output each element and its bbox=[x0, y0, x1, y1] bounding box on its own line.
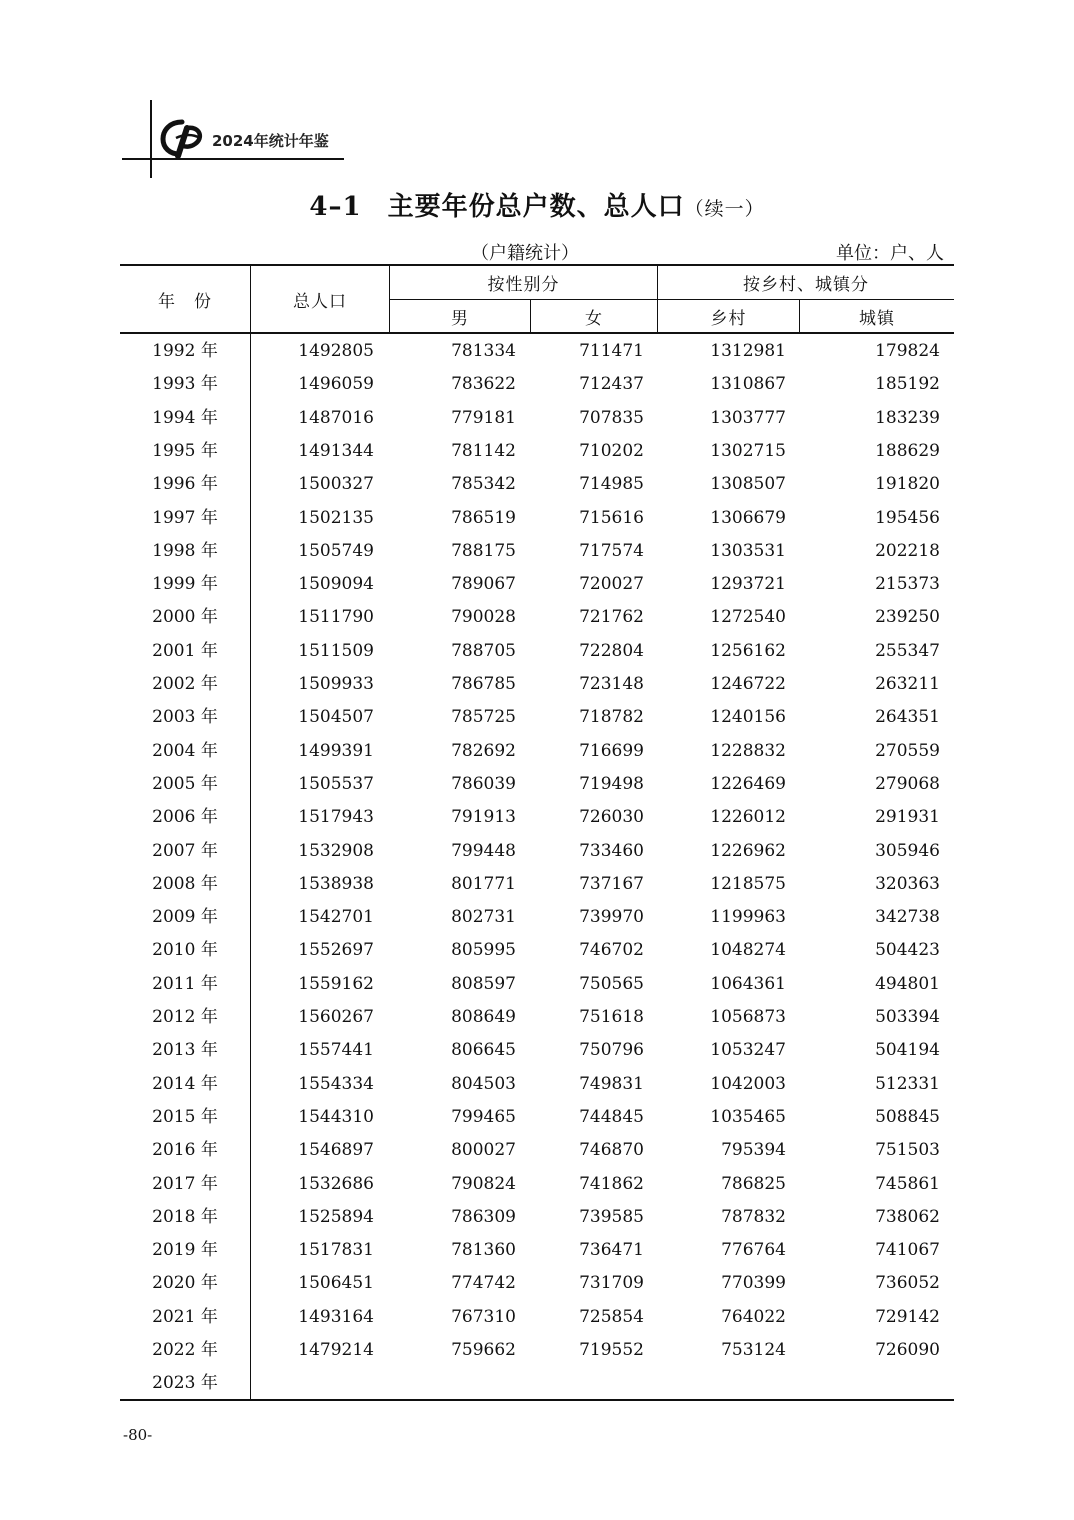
cell-year: 2003 年 bbox=[152, 707, 218, 728]
cell-rural: 1303531 bbox=[710, 540, 786, 561]
table-row bbox=[120, 1234, 954, 1267]
cell-urban: 729142 bbox=[875, 1306, 940, 1327]
cell-female: 750565 bbox=[579, 973, 644, 994]
cell-male: 785342 bbox=[451, 474, 516, 495]
cell-urban: 342738 bbox=[875, 907, 940, 928]
table-row bbox=[120, 368, 954, 401]
cell-year: 2021 年 bbox=[152, 1306, 218, 1327]
cell-year: 1998 年 bbox=[152, 540, 218, 561]
cell-rural: 1312981 bbox=[710, 341, 786, 361]
table-row bbox=[120, 535, 954, 568]
cell-male: 808597 bbox=[451, 973, 516, 994]
cell-total: 1532908 bbox=[298, 840, 374, 861]
cell-urban: 745861 bbox=[875, 1173, 940, 1194]
cell-male: 774742 bbox=[451, 1273, 516, 1294]
cell-urban: 738062 bbox=[875, 1206, 940, 1227]
cell-rural: 1226012 bbox=[710, 807, 786, 828]
cell-total: 1509933 bbox=[298, 674, 374, 694]
cell-female: 725854 bbox=[579, 1306, 644, 1327]
cell-rural: 1064361 bbox=[710, 973, 786, 994]
cell-male: 804503 bbox=[451, 1073, 516, 1094]
table-row bbox=[120, 1201, 954, 1234]
cell-male: 785725 bbox=[451, 707, 516, 728]
cell-female: 750796 bbox=[579, 1040, 644, 1061]
cell-rural: 1228832 bbox=[710, 740, 786, 761]
table-row bbox=[120, 768, 954, 801]
table-row bbox=[120, 1334, 954, 1367]
cell-year: 2014 年 bbox=[152, 1073, 218, 1094]
cell-male: 790028 bbox=[451, 607, 516, 628]
cell-year: 2006 年 bbox=[152, 807, 218, 828]
cell-urban: 188629 bbox=[875, 440, 940, 461]
cell-urban: 751503 bbox=[875, 1140, 940, 1161]
table-continuation: （续一） bbox=[684, 198, 765, 220]
cell-rural: 1053247 bbox=[710, 1040, 786, 1061]
cell-rural: 1308507 bbox=[710, 474, 786, 495]
cell-female: 712437 bbox=[579, 374, 644, 395]
cell-total: 1538938 bbox=[298, 873, 374, 894]
cell-female: 731709 bbox=[579, 1273, 644, 1294]
table-row bbox=[120, 601, 954, 634]
cell-urban: 494801 bbox=[875, 973, 940, 994]
cell-total: 1560267 bbox=[298, 1007, 374, 1027]
cell-rural: 1042003 bbox=[710, 1073, 786, 1094]
cell-male: 800027 bbox=[451, 1140, 516, 1161]
cell-female: 736471 bbox=[579, 1240, 644, 1261]
cell-year: 1993 年 bbox=[152, 374, 218, 395]
cell-male: 790824 bbox=[451, 1173, 516, 1194]
cell-urban: 215373 bbox=[875, 574, 940, 595]
cell-female: 721762 bbox=[579, 607, 644, 628]
cell-year: 2009 年 bbox=[152, 907, 218, 928]
yearbook-logo-icon bbox=[160, 116, 206, 160]
cell-total: 1491344 bbox=[298, 440, 374, 461]
cell-total: 1554334 bbox=[298, 1073, 374, 1094]
cell-rural: 786825 bbox=[721, 1173, 786, 1194]
header-by-area: 按乡村、城镇分 bbox=[743, 275, 869, 295]
cell-rural: 1256162 bbox=[710, 640, 786, 661]
cell-urban: 185192 bbox=[875, 374, 940, 395]
cell-male: 781142 bbox=[451, 440, 516, 461]
cell-male: 799448 bbox=[451, 840, 516, 861]
cell-female: 739970 bbox=[579, 907, 644, 928]
cell-male: 808649 bbox=[451, 1007, 516, 1027]
cell-urban: 195456 bbox=[875, 507, 940, 528]
cell-male: 788705 bbox=[451, 640, 516, 661]
cell-male: 759662 bbox=[451, 1340, 516, 1360]
cell-female: 749831 bbox=[579, 1073, 644, 1094]
header-urban: 城镇 bbox=[859, 308, 895, 329]
cell-rural: 1302715 bbox=[710, 440, 786, 461]
cell-urban: 503394 bbox=[875, 1007, 940, 1027]
cell-female: 737167 bbox=[579, 873, 644, 894]
table-row bbox=[120, 801, 954, 834]
table-row bbox=[120, 1301, 954, 1334]
table-unit: 单位：户、人 bbox=[836, 243, 944, 264]
cell-year: 1997 年 bbox=[152, 507, 218, 528]
table-row bbox=[120, 1267, 954, 1300]
cell-total: 1559162 bbox=[298, 973, 374, 994]
table-title bbox=[0, 186, 1074, 223]
cell-female: 719552 bbox=[579, 1340, 644, 1360]
cell-year: 2019 年 bbox=[152, 1240, 218, 1261]
cell-total: 1493164 bbox=[298, 1306, 374, 1327]
table-row bbox=[120, 635, 954, 668]
cell-total: 1505537 bbox=[298, 773, 374, 794]
table-row bbox=[120, 568, 954, 601]
cell-urban: 320363 bbox=[875, 873, 940, 894]
table-row bbox=[120, 502, 954, 535]
cell-urban: 504194 bbox=[875, 1040, 940, 1061]
cell-urban: 504423 bbox=[875, 940, 940, 961]
cell-urban: 179824 bbox=[875, 341, 940, 361]
header-rural: 乡村 bbox=[710, 308, 747, 329]
cell-rural: 795394 bbox=[721, 1140, 786, 1161]
cell-year: 2010 年 bbox=[152, 940, 218, 961]
cell-urban: 512331 bbox=[875, 1073, 940, 1094]
header-by-sex: 按性别分 bbox=[487, 275, 560, 295]
table-row bbox=[120, 1034, 954, 1067]
cell-year: 1995 年 bbox=[152, 440, 218, 461]
cell-total: 1499391 bbox=[298, 740, 374, 761]
table-row bbox=[120, 735, 954, 768]
cell-year: 2007 年 bbox=[152, 840, 218, 861]
table-row bbox=[120, 934, 954, 967]
cell-year: 2020 年 bbox=[152, 1273, 218, 1294]
cell-male: 786785 bbox=[451, 674, 516, 694]
cell-urban: 202218 bbox=[875, 540, 940, 561]
cell-year: 2000 年 bbox=[152, 607, 218, 628]
table-row bbox=[120, 1168, 954, 1201]
cell-male: 779181 bbox=[451, 407, 516, 428]
cell-year: 1994 年 bbox=[152, 407, 218, 428]
cell-rural: 1303777 bbox=[710, 407, 786, 428]
cell-male: 786519 bbox=[451, 507, 516, 528]
cell-urban: 508845 bbox=[875, 1106, 940, 1127]
table-row bbox=[120, 668, 954, 701]
cell-female: 723148 bbox=[579, 674, 644, 694]
cell-total: 1506451 bbox=[298, 1273, 374, 1294]
cell-female: 751618 bbox=[579, 1007, 644, 1027]
cell-urban: 263211 bbox=[875, 674, 940, 694]
cell-total: 1487016 bbox=[298, 407, 374, 428]
book-title: 2024年统计年鉴 bbox=[212, 132, 329, 150]
cell-urban: 741067 bbox=[875, 1240, 940, 1261]
cell-rural: 1199963 bbox=[710, 907, 786, 928]
cell-rural: 1310867 bbox=[710, 374, 786, 395]
cell-rural: 1226962 bbox=[710, 840, 786, 861]
cell-year: 2004 年 bbox=[152, 740, 218, 761]
cell-urban: 239250 bbox=[875, 607, 940, 628]
cell-total: 1517831 bbox=[298, 1240, 374, 1261]
header-bottom-rule bbox=[120, 332, 954, 334]
cell-year: 2011 年 bbox=[152, 973, 218, 994]
cell-total: 1511509 bbox=[298, 640, 374, 661]
cell-male: 802731 bbox=[451, 907, 516, 928]
cell-male: 782692 bbox=[451, 740, 516, 761]
table-row bbox=[120, 701, 954, 734]
cell-female: 722804 bbox=[579, 640, 644, 661]
cell-female: 744845 bbox=[579, 1106, 644, 1127]
cell-male: 799465 bbox=[451, 1106, 516, 1127]
cell-total: 1557441 bbox=[298, 1040, 374, 1061]
cell-female: 746702 bbox=[579, 940, 644, 961]
cell-male: 788175 bbox=[451, 540, 516, 561]
cell-year: 2023 年 bbox=[152, 1373, 218, 1394]
cell-male: 781334 bbox=[451, 341, 516, 361]
cell-rural: 1272540 bbox=[710, 607, 786, 628]
cell-female: 741862 bbox=[579, 1173, 644, 1194]
cell-urban: 279068 bbox=[875, 773, 940, 794]
header-horizontal-rule bbox=[122, 158, 344, 160]
cell-year: 1992 年 bbox=[152, 341, 218, 361]
cell-total: 1505749 bbox=[298, 540, 374, 561]
table-row bbox=[120, 968, 954, 1001]
cell-year: 2002 年 bbox=[152, 674, 218, 694]
table-row bbox=[120, 435, 954, 468]
cell-year: 1996 年 bbox=[152, 474, 218, 495]
cell-year: 2013 年 bbox=[152, 1040, 218, 1061]
table-title-text: 主要年份总户数、总人口 bbox=[387, 192, 685, 222]
cell-female: 718782 bbox=[579, 707, 644, 728]
cell-female: 733460 bbox=[579, 840, 644, 861]
table-row bbox=[120, 901, 954, 934]
cell-female: 746870 bbox=[579, 1140, 644, 1161]
cell-year: 2015 年 bbox=[152, 1106, 218, 1127]
header-total: 总人口 bbox=[293, 291, 347, 312]
cell-total: 1511790 bbox=[298, 607, 374, 628]
cell-female: 711471 bbox=[579, 341, 644, 361]
table-number: 4–1 bbox=[309, 192, 362, 222]
cell-total: 1500327 bbox=[298, 474, 374, 495]
cell-female: 726030 bbox=[579, 807, 644, 828]
header-male: 男 bbox=[451, 308, 469, 329]
cell-rural: 1218575 bbox=[710, 873, 786, 894]
cell-urban: 305946 bbox=[875, 840, 940, 861]
cell-rural: 1226469 bbox=[710, 773, 786, 794]
cell-male: 801771 bbox=[451, 873, 516, 894]
cell-rural: 1056873 bbox=[710, 1007, 786, 1027]
table-row bbox=[120, 468, 954, 501]
cell-total: 1532686 bbox=[298, 1173, 374, 1194]
cell-urban: 291931 bbox=[875, 807, 940, 828]
cell-total: 1544310 bbox=[298, 1106, 374, 1127]
cell-female: 710202 bbox=[579, 440, 644, 461]
cell-total: 1509094 bbox=[298, 574, 374, 595]
cell-male: 806645 bbox=[451, 1040, 516, 1061]
cell-year: 2018 年 bbox=[152, 1206, 218, 1227]
cell-female: 707835 bbox=[579, 407, 644, 428]
cell-year: 2017 年 bbox=[152, 1173, 218, 1194]
cell-year: 2005 年 bbox=[152, 773, 218, 794]
table-row bbox=[120, 1367, 954, 1400]
cell-urban: 255347 bbox=[875, 640, 940, 661]
table-row bbox=[120, 1068, 954, 1101]
cell-rural: 776764 bbox=[721, 1240, 786, 1261]
cell-male: 789067 bbox=[451, 574, 516, 595]
cell-total: 1552697 bbox=[298, 940, 374, 961]
cell-total: 1496059 bbox=[298, 374, 374, 395]
header-year: 年 份 bbox=[158, 291, 212, 312]
cell-total: 1504507 bbox=[298, 707, 374, 728]
cell-rural: 1306679 bbox=[710, 507, 786, 528]
cell-rural: 770399 bbox=[721, 1273, 786, 1294]
cell-rural: 1246722 bbox=[710, 674, 786, 694]
table-row bbox=[120, 835, 954, 868]
cell-rural: 1293721 bbox=[710, 574, 786, 595]
cell-urban: 726090 bbox=[875, 1340, 940, 1360]
table-row bbox=[120, 1001, 954, 1034]
cell-female: 739585 bbox=[579, 1206, 644, 1227]
page-number: -80- bbox=[123, 1426, 153, 1444]
cell-female: 720027 bbox=[579, 574, 644, 595]
table-row bbox=[120, 1101, 954, 1134]
table-subtitle: （户籍统计） bbox=[471, 243, 579, 264]
cell-total: 1525894 bbox=[298, 1206, 374, 1227]
cell-male: 786309 bbox=[451, 1206, 516, 1227]
cell-year: 2012 年 bbox=[152, 1007, 218, 1027]
table-row bbox=[120, 335, 954, 368]
cell-rural: 764022 bbox=[721, 1306, 786, 1327]
cell-rural: 787832 bbox=[721, 1206, 786, 1227]
cell-total: 1517943 bbox=[298, 807, 374, 828]
cell-male: 786039 bbox=[451, 773, 516, 794]
cell-year: 2016 年 bbox=[152, 1140, 218, 1161]
cell-urban: 183239 bbox=[875, 407, 940, 428]
cell-urban: 270559 bbox=[875, 740, 940, 761]
cell-urban: 264351 bbox=[875, 707, 940, 728]
cell-male: 805995 bbox=[451, 940, 516, 961]
cell-urban: 191820 bbox=[875, 474, 940, 495]
table-row bbox=[120, 1134, 954, 1167]
table-row bbox=[120, 402, 954, 435]
cell-female: 719498 bbox=[579, 773, 644, 794]
cell-total: 1479214 bbox=[298, 1340, 374, 1360]
cell-year: 2001 年 bbox=[152, 640, 218, 661]
cell-rural: 1048274 bbox=[710, 940, 786, 961]
cell-total: 1546897 bbox=[298, 1140, 374, 1161]
cell-rural: 1240156 bbox=[710, 707, 786, 728]
cell-female: 716699 bbox=[579, 740, 644, 761]
table-row bbox=[120, 868, 954, 901]
cell-male: 767310 bbox=[451, 1306, 516, 1327]
cell-year: 2022 年 bbox=[152, 1340, 218, 1360]
cell-urban: 736052 bbox=[875, 1273, 940, 1294]
cell-male: 781360 bbox=[451, 1240, 516, 1261]
cell-total: 1492805 bbox=[298, 341, 374, 361]
cell-male: 783622 bbox=[451, 374, 516, 395]
cell-year: 1999 年 bbox=[152, 574, 218, 595]
cell-rural: 753124 bbox=[721, 1340, 786, 1360]
cell-rural: 1035465 bbox=[710, 1106, 786, 1127]
cell-female: 717574 bbox=[579, 540, 644, 561]
cell-female: 714985 bbox=[579, 474, 644, 495]
header-vertical-rule bbox=[150, 100, 152, 178]
cell-female: 715616 bbox=[579, 507, 644, 528]
cell-total: 1502135 bbox=[298, 507, 374, 528]
cell-total: 1542701 bbox=[298, 907, 374, 928]
cell-year: 2008 年 bbox=[152, 873, 218, 894]
header-female: 女 bbox=[585, 308, 603, 329]
cell-male: 791913 bbox=[451, 807, 516, 828]
